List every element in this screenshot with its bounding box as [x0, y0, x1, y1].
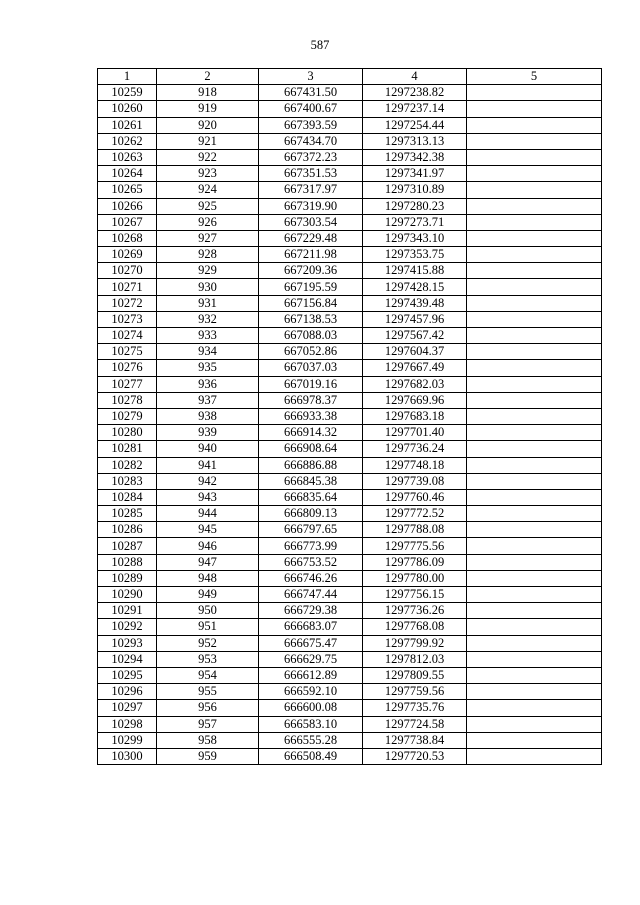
row-number-cell: 10286: [98, 522, 157, 538]
row-number-cell: 10268: [98, 230, 157, 246]
notes-cell: [467, 182, 602, 198]
column-header-3: 3: [259, 69, 363, 85]
y-coordinate-cell: 1297238.82: [363, 85, 467, 101]
y-coordinate-cell: 1297683.18: [363, 408, 467, 424]
point-number-cell: 923: [157, 166, 259, 182]
notes-cell: [467, 263, 602, 279]
notes-cell: [467, 247, 602, 263]
x-coordinate-cell: 666797.65: [259, 522, 363, 538]
point-number-cell: 944: [157, 506, 259, 522]
notes-cell: [467, 651, 602, 667]
point-number-cell: 955: [157, 684, 259, 700]
table-row: [98, 230, 602, 246]
y-coordinate-cell: 1297812.03: [363, 651, 467, 667]
x-coordinate-cell: 667209.36: [259, 263, 363, 279]
x-coordinate-cell: 666729.38: [259, 603, 363, 619]
notes-cell: [467, 667, 602, 683]
x-coordinate-cell: 666612.89: [259, 667, 363, 683]
row-number-cell: 10285: [98, 506, 157, 522]
y-coordinate-cell: 1297682.03: [363, 376, 467, 392]
x-coordinate-cell: 666809.13: [259, 506, 363, 522]
notes-cell: [467, 360, 602, 376]
notes-cell: [467, 489, 602, 505]
x-coordinate-cell: 667400.67: [259, 101, 363, 117]
y-coordinate-cell: 1297342.38: [363, 149, 467, 165]
x-coordinate-cell: 667317.97: [259, 182, 363, 198]
notes-cell: [467, 457, 602, 473]
table-row: [98, 635, 602, 651]
x-coordinate-cell: 666675.47: [259, 635, 363, 651]
point-number-cell: 926: [157, 214, 259, 230]
table-row: [98, 214, 602, 230]
notes-cell: [467, 214, 602, 230]
coordinates-table: [97, 68, 602, 765]
notes-cell: [467, 408, 602, 424]
y-coordinate-cell: 1297756.15: [363, 587, 467, 603]
row-number-cell: 10287: [98, 538, 157, 554]
row-number-cell: 10296: [98, 684, 157, 700]
table-row: [98, 619, 602, 635]
notes-cell: [467, 117, 602, 133]
table-header-row: [98, 69, 602, 85]
table-row: [98, 522, 602, 538]
table-row: [98, 182, 602, 198]
table-row: [98, 133, 602, 149]
notes-cell: [467, 392, 602, 408]
x-coordinate-cell: 666914.32: [259, 425, 363, 441]
y-coordinate-cell: 1297720.53: [363, 748, 467, 764]
notes-cell: [467, 376, 602, 392]
row-number-cell: 10281: [98, 441, 157, 457]
notes-cell: [467, 149, 602, 165]
point-number-cell: 925: [157, 198, 259, 214]
x-coordinate-cell: 666933.38: [259, 408, 363, 424]
notes-cell: [467, 344, 602, 360]
row-number-cell: 10282: [98, 457, 157, 473]
row-number-cell: 10264: [98, 166, 157, 182]
row-number-cell: 10298: [98, 716, 157, 732]
table-row: [98, 425, 602, 441]
x-coordinate-cell: 666583.10: [259, 716, 363, 732]
point-number-cell: 940: [157, 441, 259, 457]
point-number-cell: 956: [157, 700, 259, 716]
y-coordinate-cell: 1297736.26: [363, 603, 467, 619]
point-number-cell: 954: [157, 667, 259, 683]
notes-cell: [467, 635, 602, 651]
y-coordinate-cell: 1297772.52: [363, 506, 467, 522]
row-number-cell: 10272: [98, 295, 157, 311]
row-number-cell: 10262: [98, 133, 157, 149]
table-row: [98, 748, 602, 764]
table-row: [98, 408, 602, 424]
notes-cell: [467, 538, 602, 554]
notes-cell: [467, 684, 602, 700]
y-coordinate-cell: 1297701.40: [363, 425, 467, 441]
point-number-cell: 937: [157, 392, 259, 408]
notes-cell: [467, 133, 602, 149]
table-row: [98, 360, 602, 376]
table-row: [98, 85, 602, 101]
notes-cell: [467, 506, 602, 522]
table-row: [98, 457, 602, 473]
table-row: [98, 198, 602, 214]
point-number-cell: 945: [157, 522, 259, 538]
y-coordinate-cell: 1297341.97: [363, 166, 467, 182]
table-row: [98, 295, 602, 311]
table-row: [98, 489, 602, 505]
row-number-cell: 10289: [98, 570, 157, 586]
y-coordinate-cell: 1297788.08: [363, 522, 467, 538]
table-row: [98, 651, 602, 667]
notes-cell: [467, 295, 602, 311]
x-coordinate-cell: 666835.64: [259, 489, 363, 505]
table-row: [98, 603, 602, 619]
notes-cell: [467, 700, 602, 716]
point-number-cell: 941: [157, 457, 259, 473]
table-row: [98, 716, 602, 732]
y-coordinate-cell: 1297748.18: [363, 457, 467, 473]
x-coordinate-cell: 667088.03: [259, 328, 363, 344]
table-row: [98, 570, 602, 586]
notes-cell: [467, 603, 602, 619]
page-number: 587: [310, 38, 330, 52]
table-row: [98, 392, 602, 408]
row-number-cell: 10291: [98, 603, 157, 619]
notes-cell: [467, 230, 602, 246]
row-number-cell: 10277: [98, 376, 157, 392]
x-coordinate-cell: 666886.88: [259, 457, 363, 473]
point-number-cell: 949: [157, 587, 259, 603]
table-row: [98, 376, 602, 392]
row-number-cell: 10267: [98, 214, 157, 230]
notes-cell: [467, 311, 602, 327]
row-number-cell: 10295: [98, 667, 157, 683]
point-number-cell: 924: [157, 182, 259, 198]
point-number-cell: 932: [157, 311, 259, 327]
table-row: [98, 538, 602, 554]
notes-cell: [467, 570, 602, 586]
row-number-cell: 10280: [98, 425, 157, 441]
row-number-cell: 10261: [98, 117, 157, 133]
y-coordinate-cell: 1297439.48: [363, 295, 467, 311]
x-coordinate-cell: 666908.64: [259, 441, 363, 457]
table-row: [98, 149, 602, 165]
y-coordinate-cell: 1297604.37: [363, 344, 467, 360]
point-number-cell: 934: [157, 344, 259, 360]
y-coordinate-cell: 1297775.56: [363, 538, 467, 554]
notes-cell: [467, 279, 602, 295]
notes-cell: [467, 101, 602, 117]
x-coordinate-cell: 667393.59: [259, 117, 363, 133]
notes-cell: [467, 522, 602, 538]
row-number-cell: 10290: [98, 587, 157, 603]
point-number-cell: 946: [157, 538, 259, 554]
table-row: [98, 700, 602, 716]
row-number-cell: 10274: [98, 328, 157, 344]
y-coordinate-cell: 1297313.13: [363, 133, 467, 149]
row-number-cell: 10273: [98, 311, 157, 327]
row-number-cell: 10266: [98, 198, 157, 214]
notes-cell: [467, 473, 602, 489]
row-number-cell: 10275: [98, 344, 157, 360]
notes-cell: [467, 441, 602, 457]
notes-cell: [467, 166, 602, 182]
row-number-cell: 10265: [98, 182, 157, 198]
y-coordinate-cell: 1297567.42: [363, 328, 467, 344]
point-number-cell: 930: [157, 279, 259, 295]
row-number-cell: 10270: [98, 263, 157, 279]
point-number-cell: 929: [157, 263, 259, 279]
table-row: [98, 117, 602, 133]
table-row: [98, 101, 602, 117]
y-coordinate-cell: 1297310.89: [363, 182, 467, 198]
x-coordinate-cell: 667052.86: [259, 344, 363, 360]
row-number-cell: 10294: [98, 651, 157, 667]
x-coordinate-cell: 666592.10: [259, 684, 363, 700]
x-coordinate-cell: 666845.38: [259, 473, 363, 489]
y-coordinate-cell: 1297280.23: [363, 198, 467, 214]
table-row: [98, 344, 602, 360]
table-row: [98, 473, 602, 489]
notes-cell: [467, 85, 602, 101]
row-number-cell: 10276: [98, 360, 157, 376]
row-number-cell: 10292: [98, 619, 157, 635]
notes-cell: [467, 732, 602, 748]
y-coordinate-cell: 1297739.08: [363, 473, 467, 489]
x-coordinate-cell: 666773.99: [259, 538, 363, 554]
row-number-cell: 10283: [98, 473, 157, 489]
y-coordinate-cell: 1297237.14: [363, 101, 467, 117]
y-coordinate-cell: 1297736.24: [363, 441, 467, 457]
point-number-cell: 921: [157, 133, 259, 149]
x-coordinate-cell: 666978.37: [259, 392, 363, 408]
column-header-4: 4: [363, 69, 467, 85]
row-number-cell: 10300: [98, 748, 157, 764]
point-number-cell: 950: [157, 603, 259, 619]
table-row: [98, 587, 602, 603]
row-number-cell: 10284: [98, 489, 157, 505]
notes-cell: [467, 198, 602, 214]
row-number-cell: 10269: [98, 247, 157, 263]
x-coordinate-cell: 667319.90: [259, 198, 363, 214]
row-number-cell: 10293: [98, 635, 157, 651]
point-number-cell: 928: [157, 247, 259, 263]
notes-cell: [467, 554, 602, 570]
point-number-cell: 957: [157, 716, 259, 732]
y-coordinate-cell: 1297759.56: [363, 684, 467, 700]
x-coordinate-cell: 667431.50: [259, 85, 363, 101]
x-coordinate-cell: 667037.03: [259, 360, 363, 376]
y-coordinate-cell: 1297786.09: [363, 554, 467, 570]
point-number-cell: 931: [157, 295, 259, 311]
point-number-cell: 947: [157, 554, 259, 570]
y-coordinate-cell: 1297799.92: [363, 635, 467, 651]
y-coordinate-cell: 1297457.96: [363, 311, 467, 327]
row-number-cell: 10278: [98, 392, 157, 408]
table-row: [98, 732, 602, 748]
x-coordinate-cell: 666747.44: [259, 587, 363, 603]
point-number-cell: 927: [157, 230, 259, 246]
y-coordinate-cell: 1297809.55: [363, 667, 467, 683]
row-number-cell: 10260: [98, 101, 157, 117]
point-number-cell: 951: [157, 619, 259, 635]
notes-cell: [467, 587, 602, 603]
notes-cell: [467, 328, 602, 344]
table-row: [98, 166, 602, 182]
x-coordinate-cell: 667303.54: [259, 214, 363, 230]
x-coordinate-cell: 667434.70: [259, 133, 363, 149]
y-coordinate-cell: 1297669.96: [363, 392, 467, 408]
x-coordinate-cell: 667229.48: [259, 230, 363, 246]
table-row: [98, 247, 602, 263]
x-coordinate-cell: 666753.52: [259, 554, 363, 570]
column-header-1: 1: [98, 69, 157, 85]
column-header-2: 2: [157, 69, 259, 85]
x-coordinate-cell: 666508.49: [259, 748, 363, 764]
point-number-cell: 918: [157, 85, 259, 101]
row-number-cell: 10288: [98, 554, 157, 570]
x-coordinate-cell: 666555.28: [259, 732, 363, 748]
table-body: [98, 85, 602, 765]
row-number-cell: 10263: [98, 149, 157, 165]
row-number-cell: 10271: [98, 279, 157, 295]
y-coordinate-cell: 1297353.75: [363, 247, 467, 263]
x-coordinate-cell: 667211.98: [259, 247, 363, 263]
column-header-5: 5: [467, 69, 602, 85]
notes-cell: [467, 748, 602, 764]
point-number-cell: 933: [157, 328, 259, 344]
x-coordinate-cell: 667372.23: [259, 149, 363, 165]
point-number-cell: 959: [157, 748, 259, 764]
y-coordinate-cell: 1297254.44: [363, 117, 467, 133]
y-coordinate-cell: 1297343.10: [363, 230, 467, 246]
x-coordinate-cell: 667138.53: [259, 311, 363, 327]
table-row: [98, 328, 602, 344]
point-number-cell: 922: [157, 149, 259, 165]
point-number-cell: 938: [157, 408, 259, 424]
x-coordinate-cell: 667156.84: [259, 295, 363, 311]
y-coordinate-cell: 1297735.76: [363, 700, 467, 716]
x-coordinate-cell: 666683.07: [259, 619, 363, 635]
table-row: [98, 554, 602, 570]
y-coordinate-cell: 1297428.15: [363, 279, 467, 295]
x-coordinate-cell: 667351.53: [259, 166, 363, 182]
point-number-cell: 935: [157, 360, 259, 376]
point-number-cell: 920: [157, 117, 259, 133]
row-number-cell: 10297: [98, 700, 157, 716]
notes-cell: [467, 619, 602, 635]
table-row: [98, 684, 602, 700]
y-coordinate-cell: 1297724.58: [363, 716, 467, 732]
y-coordinate-cell: 1297768.08: [363, 619, 467, 635]
y-coordinate-cell: 1297760.46: [363, 489, 467, 505]
point-number-cell: 942: [157, 473, 259, 489]
table-row: [98, 279, 602, 295]
point-number-cell: 958: [157, 732, 259, 748]
point-number-cell: 948: [157, 570, 259, 586]
point-number-cell: 919: [157, 101, 259, 117]
y-coordinate-cell: 1297780.00: [363, 570, 467, 586]
y-coordinate-cell: 1297415.88: [363, 263, 467, 279]
x-coordinate-cell: 667195.59: [259, 279, 363, 295]
table-row: [98, 311, 602, 327]
x-coordinate-cell: 666629.75: [259, 651, 363, 667]
point-number-cell: 943: [157, 489, 259, 505]
point-number-cell: 939: [157, 425, 259, 441]
row-number-cell: 10299: [98, 732, 157, 748]
point-number-cell: 952: [157, 635, 259, 651]
point-number-cell: 936: [157, 376, 259, 392]
table-row: [98, 667, 602, 683]
row-number-cell: 10259: [98, 85, 157, 101]
table-row: [98, 263, 602, 279]
point-number-cell: 953: [157, 651, 259, 667]
row-number-cell: 10279: [98, 408, 157, 424]
x-coordinate-cell: 666600.08: [259, 700, 363, 716]
table-row: [98, 506, 602, 522]
x-coordinate-cell: 667019.16: [259, 376, 363, 392]
y-coordinate-cell: 1297738.84: [363, 732, 467, 748]
y-coordinate-cell: 1297667.49: [363, 360, 467, 376]
y-coordinate-cell: 1297273.71: [363, 214, 467, 230]
x-coordinate-cell: 666746.26: [259, 570, 363, 586]
notes-cell: [467, 716, 602, 732]
notes-cell: [467, 425, 602, 441]
table-row: [98, 441, 602, 457]
